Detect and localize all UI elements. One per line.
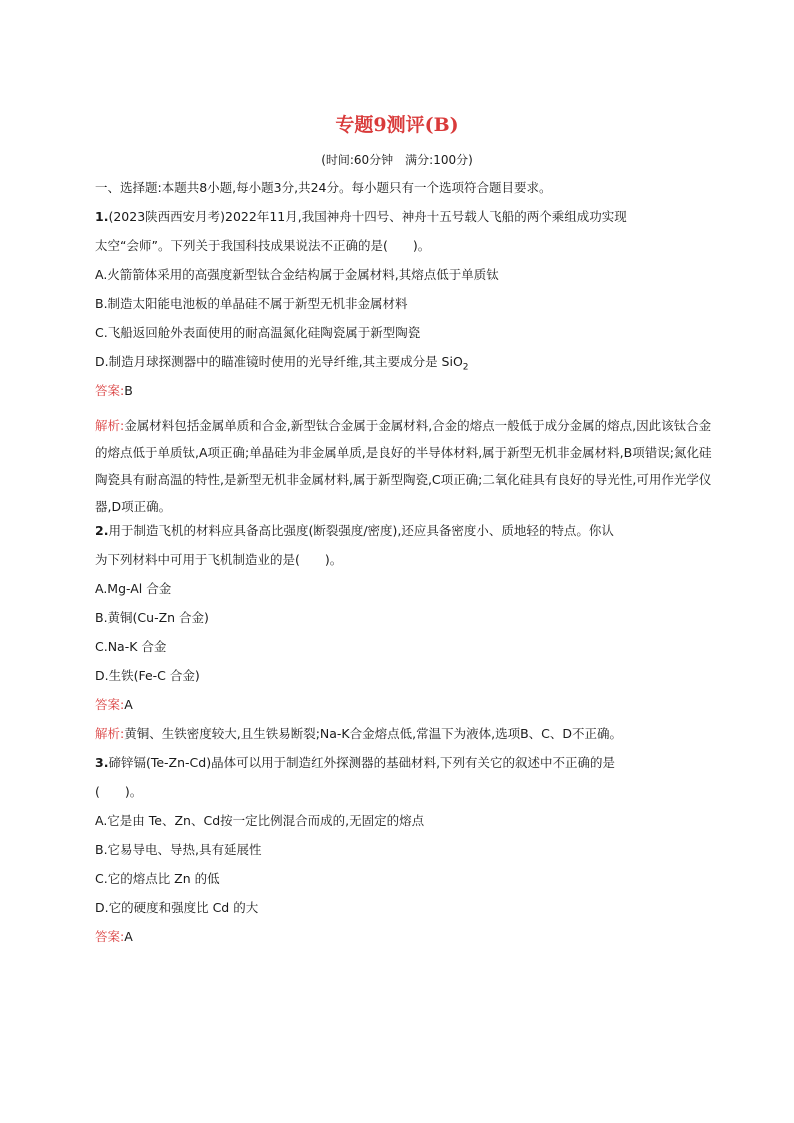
question-3-stem-line2: ( )。 (95, 784, 143, 799)
answer-label: 答案: (95, 929, 125, 944)
answer-value: A (124, 697, 133, 712)
question-1-option-b: B.制造太阳能电池板的单晶硅不属于新型无机非金属材料 (95, 296, 408, 311)
question-2-stem-line1: 2.用于制造飞机的材料应具备高比强度(断裂强度/密度),还应具备密度小、质地轻的特点。你认 (95, 523, 614, 538)
question-2-answer (95, 697, 715, 726)
question-3-answer (95, 929, 715, 958)
question-1-option-d: D.制造月球探测器中的瞄准镜时使用的光导纤维,其主要成分是 SiO$_2$ (95, 354, 469, 373)
analysis-text: 金属材料包括金属单质和合金,新型钛合金属于金属材料,合金的熔点一般低于成分金属的熔点,因此该钛合金的熔点低于单质钛,A项正确;单晶硅为非金属单质,是良好的半导体材料,属于新型无机非金属材料,B项错误;氮化硅陶瓷具有耐高温的特性,是新型无机非金属材料,属于新型陶瓷,C项正确;二氧化硅具有良好的导光性,可用作光学仪器,D项正确。 (95, 418, 712, 514)
question-3-option-d: D.它的硬度和强度比 Cd 的大 (95, 900, 259, 915)
answer-value: B (124, 383, 133, 398)
question-2-option-a: A.Mg-Al 合金 (95, 581, 172, 596)
question-1-stem-line1: 1.(2023陕西西安月考)2022年11月,我国神舟十四号、神舟十五号载人飞船的两个乘组成功实现 (95, 209, 627, 224)
question-2-stem-line2: 为下列材料中可用于飞机制造业的是( )。 (95, 552, 343, 567)
answer-value: A (124, 929, 133, 944)
question-1-option-a: A.火箭箭体采用的高强度新型钛合金结构属于金属材料,其熔点低于单质钛 (95, 267, 499, 282)
exam-meta: (时间:60分钟 满分:100分) (321, 153, 473, 167)
question-1-analysis (95, 412, 715, 520)
answer-label: 答案: (95, 383, 125, 398)
analysis-label: 解析: (95, 726, 125, 741)
section-heading: 一、选择题:本题共8小题,每小题3分,共24分。每小题只有一个选项符合题目要求。 (95, 180, 552, 195)
question-2-analysis (95, 726, 715, 755)
question-1-stem-line2: 太空“会师”。下列关于我国科技成果说法不正确的是( )。 (95, 238, 431, 253)
question-3-option-c: C.它的熔点比 Zn 的低 (95, 871, 220, 886)
question-1-option-c: C.飞船返回舱外表面使用的耐高温氮化硅陶瓷属于新型陶瓷 (95, 325, 421, 340)
question-2-option-d: D.生铁(Fe-C 合金) (95, 668, 200, 683)
question-2-option-b: B.黄铜(Cu-Zn 合金) (95, 610, 209, 625)
question-1-answer (95, 383, 715, 412)
document-content (95, 180, 715, 958)
question-2-option-c: C.Na-K 合金 (95, 639, 167, 654)
question-number: 2. (95, 523, 109, 538)
page-title: 专题9测评(B) (335, 114, 459, 136)
answer-label: 答案: (95, 697, 125, 712)
analysis-text: 黄铜、生铁密度较大,且生铁易断裂;Na-K合金熔点低,常温下为液体,选项B、C、D不正确。 (124, 726, 622, 741)
question-3-stem-line1: 3.碲锌镉(Te-Zn-Cd)晶体可以用于制造红外探测器的基础材料,下列有关它的叙述中不正确的是 (95, 755, 616, 770)
question-number: 1. (95, 209, 109, 224)
question-3-option-a: A.它是由 Te、Zn、Cd按一定比例混合而成的,无固定的熔点 (95, 813, 425, 828)
question-number: 3. (95, 755, 109, 770)
analysis-label: 解析: (95, 418, 125, 433)
question-3-option-b: B.它易导电、导热,具有延展性 (95, 842, 262, 857)
